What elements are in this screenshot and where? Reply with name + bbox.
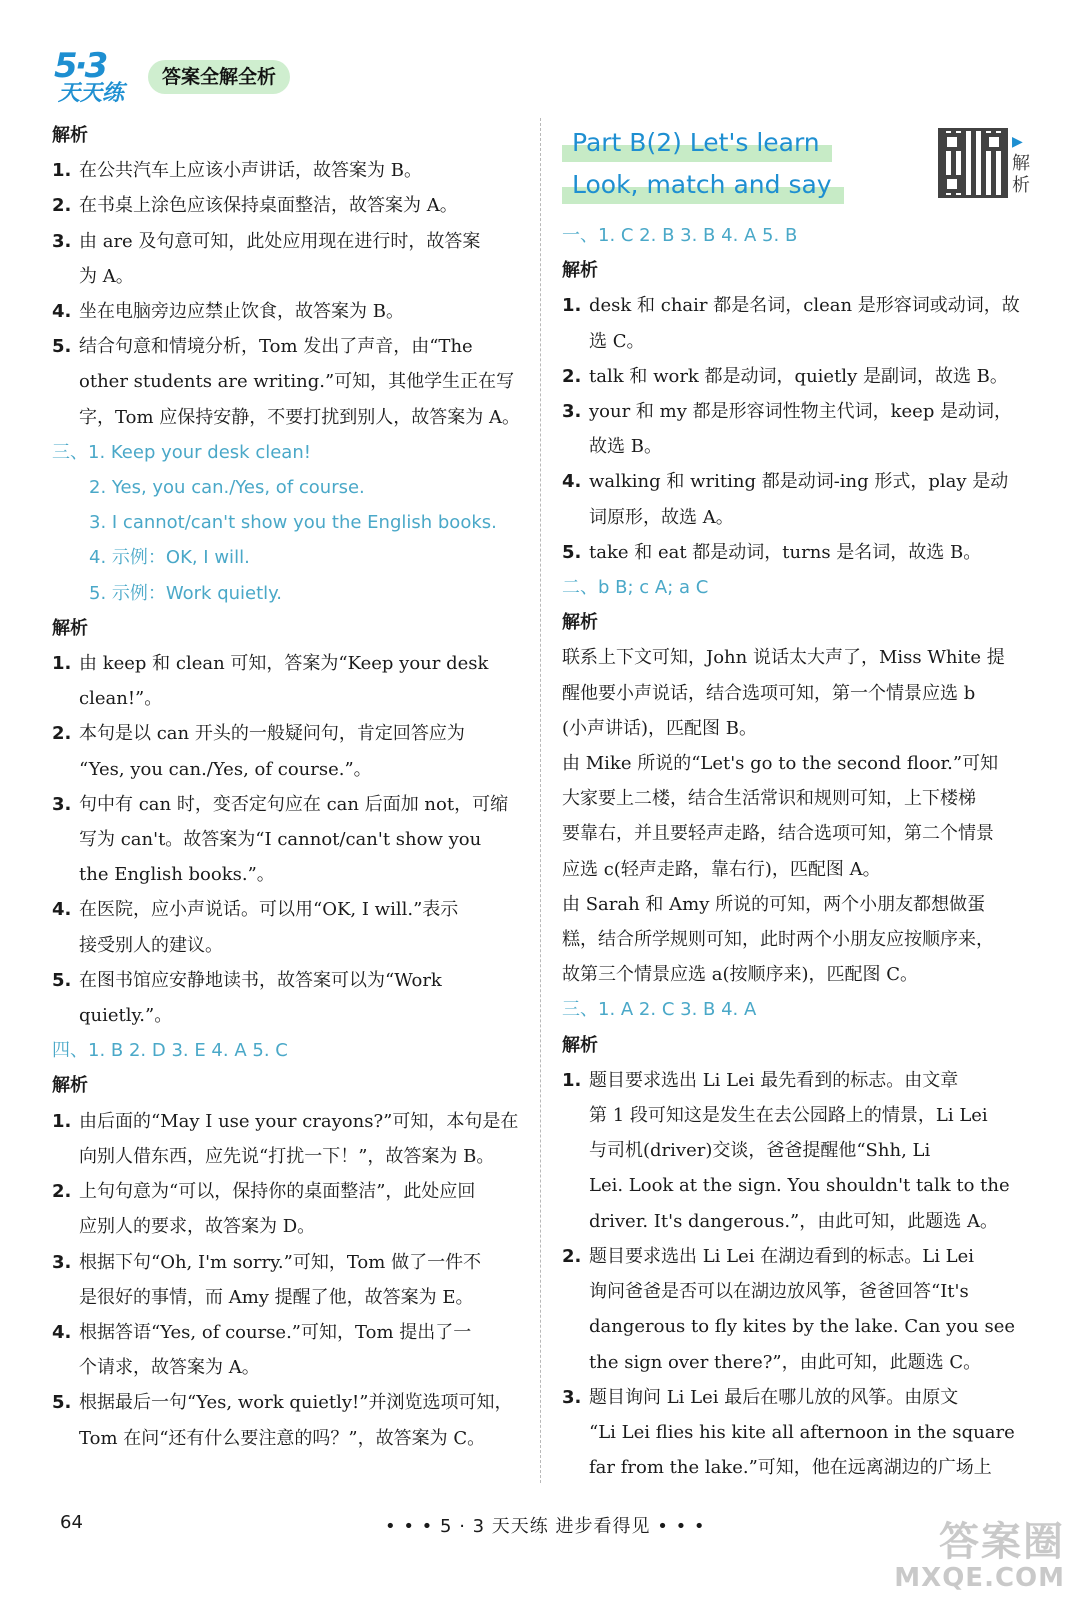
answer-line: 三、1. A 2. C 3. B 4. A [562,999,757,1021]
explanation-paragraph-line: 故第三个情景应选 a(按顺序来)，匹配图 C。 [562,964,918,986]
item-number: 1. [52,1110,72,1132]
explanation-paragraph-line: 应选 c(轻声走路，靠右行)，匹配图 A。 [562,858,881,880]
explanation-item [562,1239,1034,1274]
explanation-continuation: far from the lake.”可知，他在远离湖边的广场上 [589,1457,992,1479]
explanation-item [562,359,1034,394]
explanation-continuation: the sign over there?”，由此可知，此题选 C。 [589,1351,982,1373]
page-number: 64 [60,1512,83,1533]
explanation-item [52,892,524,927]
explanation-continuation: 应别人的要求，故答案为 D。 [79,1216,316,1238]
watermark [894,1520,1065,1592]
right-column [562,124,1034,1485]
explanation-item [52,294,524,329]
explanation-item [562,535,1034,570]
explanation-item [562,1380,1034,1415]
item-number: 1. [562,1069,582,1091]
item-text: 题目询问 Li Lei 最后在哪儿放的风筝。由原文 [589,1386,959,1408]
item-number: 3. [562,401,582,423]
item-number: 3. [52,230,72,252]
watermark-line-1: 答案圈 [939,1519,1065,1565]
explanation-continuation: dangerous to fly kites by the lake. Can you see [589,1316,1015,1338]
item-number: 3. [52,793,72,815]
part-title-line-2: Look, match and say [562,166,844,204]
item-number: 5. [52,1392,72,1414]
answer-line: 4. 示例：OK, I will. [89,547,250,569]
left-column [52,118,524,1456]
explanation-continuation: 为 A。 [79,265,134,287]
explanation-item [562,464,1034,499]
explanation-continuation: other students are writing.”可知，其他学生正在写 [79,371,515,393]
explanation-continuation: 故选 B。 [589,436,662,458]
explanation-item [52,329,524,364]
item-number: 3. [562,1386,582,1408]
explanation-continuation: quietly.”。 [79,1005,173,1027]
item-number: 1. [52,653,72,675]
item-number: 4. [52,1321,72,1343]
explanation-continuation: Tom 在问“还有什么要注意的吗？”，故答案为 C。 [79,1427,486,1449]
explanation-continuation: 词原形，故选 A。 [589,506,734,528]
logo-number: 5·3 [54,46,106,86]
qr-finder-top-left [943,133,961,151]
answer-line: 三、1. Keep your desk clean! [52,441,311,463]
explanation-continuation: driver. It's dangerous.”，由此可知，此题选 A。 [589,1210,998,1232]
explanation-continuation: “Li Lei flies his kite all afternoon in the square [589,1421,1015,1443]
item-number: 4. [562,471,582,493]
explanation-item [52,153,524,188]
item-text: desk 和 chair 都是名词，clean 是形容词或动词，故 [589,295,1020,317]
play-icon: ▶ [1012,134,1023,150]
item-text: 在图书馆应安静地读书，故答案可以为“Work [79,969,442,991]
item-text: 题目要求选出 Li Lei 在湖边看到的标志。Li Lei [589,1245,975,1267]
item-text: 本句是以 can 开头的一般疑问句，肯定回答应为 [79,723,465,745]
explanation-continuation: 个请求，故答案为 A。 [79,1357,260,1379]
explanation-item [52,646,524,681]
explanation-item [562,394,1034,429]
explanation-paragraph-line: 醒他要小声说话，结合选项可知，第一个情景应选 b [562,682,976,704]
analysis-heading: 解析 [52,1075,88,1097]
analysis-heading: 解析 [562,260,598,282]
page-header [52,46,372,110]
item-text: 根据答语“Yes, of course.”可知，Tom 提出了一 [79,1321,472,1343]
item-number: 4. [52,899,72,921]
explanation-item [52,716,524,751]
item-text: 由 keep 和 clean 可知，答案为“Keep your desk [79,653,489,675]
qr-label [1012,130,1034,197]
item-number: 2. [52,723,72,745]
explanation-continuation: Lei. Look at the sign. You shouldn't talk to the [589,1175,1010,1197]
explanation-continuation: 是很好的事情，而 Amy 提醒了他，故答案为 E。 [79,1286,474,1308]
logo-text: 天天练 [58,81,125,106]
item-number: 5. [52,336,72,358]
footer-slogan: • • • 5 · 3 天天练 进步看得见 • • • [385,1516,706,1537]
qr-finder-top-right [985,133,1003,151]
explanation-item [52,1315,524,1350]
explanation-continuation: 写为 can't。故答案为“I cannot/can't show you [79,829,482,851]
item-text: 在公共汽车上应该小声讲话，故答案为 B。 [79,160,422,182]
item-number: 2. [562,365,582,387]
explanation-item [52,787,524,822]
item-number: 2. [52,1181,72,1203]
explanation-item [562,1063,1034,1098]
explanation-item [52,1245,524,1280]
item-text: 结合句意和情境分析，Tom 发出了声音，由“The [79,336,473,358]
answer-line: 3. I cannot/can't show you the English books. [89,512,497,534]
item-number: 2. [562,1245,582,1267]
item-text: 在医院，应小声说话。可以用“OK, I will.”表示 [79,899,459,921]
column-divider [540,118,541,1483]
explanation-paragraph-line: 糕，结合所学规则可知，此时两个小朋友应按顺序来， [562,929,994,951]
explanation-item [562,288,1034,323]
answer-line: 四、1. B 2. D 3. E 4. A 5. C [52,1040,288,1062]
item-number: 2. [52,195,72,217]
part-title-line-1: Part B(2) Let's learn [562,124,832,162]
item-text: talk 和 work 都是动词，quietly 是副词，故选 B。 [589,365,1008,387]
explanation-continuation: 字，Tom 应保持安静，不要打扰到别人，故答案为 A。 [79,406,520,428]
watermark-line-2: MXQE.COM [894,1563,1065,1593]
item-number: 1. [52,160,72,182]
explanation-continuation: 选 C。 [589,330,645,352]
answer-line: 二、b B; c A; a C [562,577,709,599]
item-text: 根据最后一句“Yes, work quietly!”并浏览选项可知， [79,1392,513,1414]
explanation-item [52,224,524,259]
answer-line: 5. 示例：Work quietly. [89,582,282,604]
explanation-continuation: 与司机(driver)交谈，爸爸提醒他“Shh, Li [589,1140,931,1162]
explanation-paragraph-line: 由 Sarah 和 Amy 所说的可知，两个小朋友都想做蛋 [562,893,986,915]
answer-line: 一、1. C 2. B 3. B 4. A 5. B [562,225,798,246]
qr-label-text: 解析 [1012,153,1030,196]
explanation-continuation: 接受别人的建议。 [79,934,223,956]
section-title: 答案全解全析 [148,60,290,94]
explanation-item [52,963,524,998]
item-text: your 和 my 都是形容词性物主代词，keep 是动词， [589,401,1013,423]
item-number: 5. [52,969,72,991]
explanation-paragraph-line: 由 Mike 所说的“Let's go to the second floor.”可知 [562,753,999,775]
analysis-heading: 解析 [562,1034,598,1056]
explanation-item [52,1104,524,1139]
explanation-item [52,1174,524,1209]
explanation-paragraph-line: 大家要上二楼，结合生活常识和规则可知，上下楼梯 [562,788,976,810]
analysis-heading: 解析 [52,617,88,639]
explanation-continuation: 询问爸爸是否可以在湖边放风筝，爸爸回答“It's [589,1281,969,1303]
explanation-paragraph-line: (小声讲话)，匹配图 B。 [562,717,757,739]
item-text: 上句句意为“可以，保持你的桌面整洁”，此处应回 [79,1181,476,1203]
qr-finder-bottom-left [943,175,961,193]
item-text: 由 are 及句意可知，此处应用现在进行时，故答案 [79,230,481,252]
item-text: 坐在电脑旁边应禁止饮食，故答案为 B。 [79,301,404,323]
brand-logo [52,46,132,108]
explanation-item [52,188,524,223]
item-text: 在书桌上涂色应该保持桌面整洁，故答案为 A。 [79,195,458,217]
item-number: 3. [52,1251,72,1273]
right-body [562,218,1034,1485]
explanation-continuation: clean!”。 [79,688,163,710]
explanation-continuation: 第 1 段可知这是发生在去公园路上的情景，Li Lei [589,1105,988,1127]
explanation-paragraph-line: 联系上下文可知，John 说话太大声了，Miss White 提 [562,647,1005,669]
item-text: 题目要求选出 Li Lei 最先看到的标志。由文章 [589,1069,959,1091]
explanation-item [52,1385,524,1420]
item-text: walking 和 writing 都是动词-ing 形式，play 是动 [589,471,1009,493]
item-number: 4. [52,301,72,323]
explanation-paragraph-line: 要靠右，并且要轻声走路，结合选项可知，第二个情景 [562,823,994,845]
explanation-continuation: 向别人借东西，应先说“打扰一下！”，故答案为 B。 [79,1145,495,1167]
item-text: take 和 eat 都是动词，turns 是名词，故选 B。 [589,541,982,563]
analysis-heading: 解析 [562,612,598,634]
analysis-heading: 解析 [52,125,88,146]
item-number: 1. [562,295,582,317]
item-text: 由后面的“May I use your crayons?”可知，本句是在 [79,1110,519,1132]
answer-line: 2. Yes, you can./Yes, of course. [89,477,365,499]
item-text: 句中有 can 时，变否定句应在 can 后面加 not，可缩 [79,793,509,815]
explanation-continuation: “Yes, you can./Yes, of course.”。 [79,758,372,780]
qr-code-icon[interactable] [938,128,1008,198]
item-number: 5. [562,541,582,563]
item-text: 根据下句“Oh, I'm sorry.”可知，Tom 做了一件不 [79,1251,482,1273]
explanation-continuation: the English books.”。 [79,864,275,886]
